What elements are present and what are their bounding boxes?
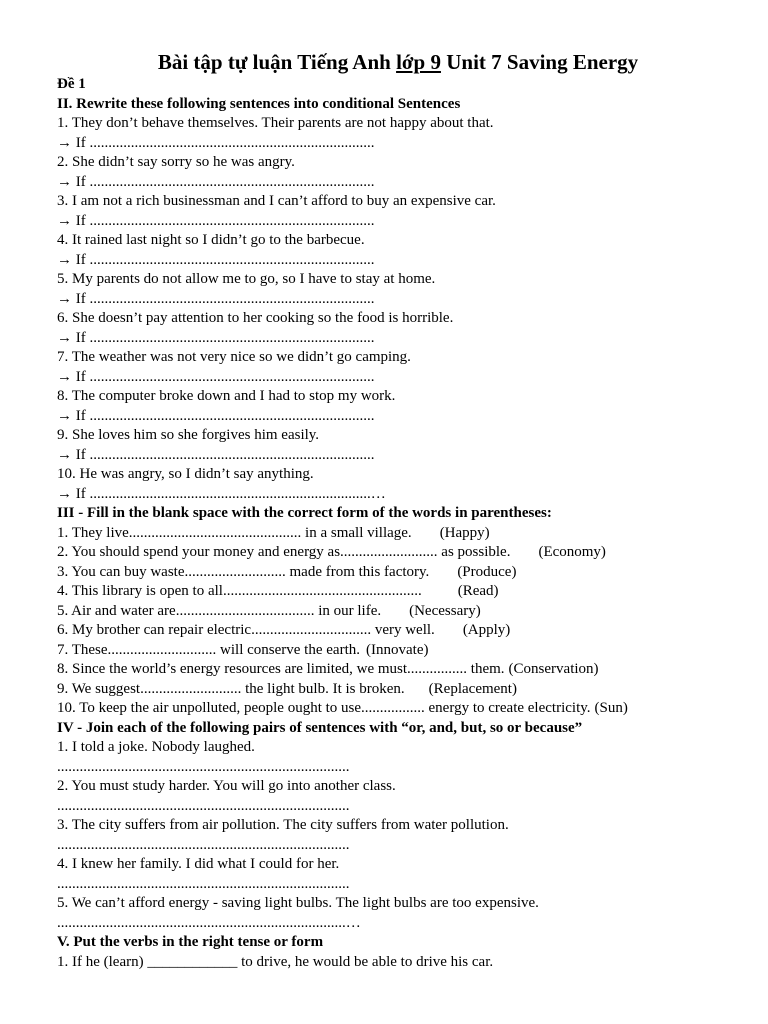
answer-line: → If ............................................................................ (57, 173, 375, 190)
title-start: Bài tập tự luận Tiếng Anh (157, 50, 397, 74)
answer-line: → If ............................................................................ (57, 329, 375, 346)
word-form-sentence: 9. We suggest........................... the light bulb. It is broken. (57, 680, 405, 697)
question: 3. I am not a rich businessman and I can’t afford to buy an expensive car. (57, 193, 496, 209)
question: 1. They don’t behave themselves. Their parents are not happy about that. (57, 115, 494, 131)
question: 4. I knew her family. I did what I could for her. (57, 856, 340, 872)
root-word: (Economy) (538, 544, 606, 560)
question: 3. The city suffers from air pollution. The city suffers from water pollution. (57, 817, 509, 833)
root-word: (Necessary) (409, 602, 481, 619)
answer-line: .............................................................................. (57, 875, 350, 892)
answer-line: → If ............................................................................ (57, 368, 375, 385)
question: 1. I told a joke. Nobody laughed. (57, 739, 255, 755)
answer-line: → If ............................................................................ (57, 446, 375, 463)
section-iv-heading: IV - Join each of the following pairs of sentences with “or, and, but, so or because” (57, 719, 583, 736)
question: 2. She didn’t say sorry so he was angry. (57, 154, 295, 170)
word-form-sentence: 4. This library is open to all..................................................... (57, 583, 422, 599)
word-form-item (57, 582, 747, 602)
word-form-item (57, 524, 747, 544)
answer-line: .............................................................................. (57, 758, 350, 775)
word-form-sentence: 10. To keep the air unpolluted, people ought to use................. energy to create electricity. (57, 700, 591, 716)
word-form-item (57, 543, 747, 563)
answer-line: → If ............................................................................ (57, 290, 375, 307)
root-word: (Read) (457, 583, 499, 599)
question: 5. We can’t afford energy - saving light bulbs. The light bulbs are too expensive. (57, 895, 539, 911)
word-form-item (57, 699, 747, 719)
answer-line: .............................................................................. (57, 797, 350, 814)
document-body (57, 75, 747, 972)
question: 9. She loves him so she forgives him easily. (57, 427, 320, 443)
answer-line: .............................................................................. (57, 836, 350, 853)
question: 7. The weather was not very nice so we didn’t go camping. (57, 349, 411, 365)
word-form-sentence: 8. Since the world’s energy resources are limited, we must................ them. (57, 661, 505, 677)
title-grade: lớp 9 (396, 50, 441, 74)
word-form-item (57, 680, 747, 700)
question: 8. The computer broke down and I had to stop my work. (57, 388, 396, 404)
word-form-item (57, 621, 747, 641)
question: 1. If he (learn) ____________ to drive, he would be able to drive his car. (57, 953, 494, 970)
root-word: (Happy) (439, 524, 490, 541)
word-form-sentence: 3. You can buy waste........................... made from this factory. (57, 563, 430, 580)
root-word: (Apply) (462, 622, 511, 638)
word-form-sentence: 7. These............................. will conserve the earth. (57, 641, 360, 658)
root-word: (Innovate) (366, 641, 429, 658)
root-word: (Produce) (457, 563, 517, 580)
root-word: (Replacement) (428, 680, 517, 697)
answer-line: → If ............................................................................ (57, 212, 375, 229)
question: 2. You must study harder. You will go into another class. (57, 778, 396, 794)
word-form-item (57, 563, 747, 583)
document-title (0, 48, 768, 76)
answer-line: → If ............................................................................ (57, 251, 375, 268)
section-ii-heading: II. Rewrite these following sentences into conditional Sentences (57, 95, 461, 112)
word-form-item (57, 660, 747, 680)
title-end: Unit 7 Saving Energy (440, 50, 639, 74)
root-word: (Sun) (594, 700, 628, 716)
question: 4. It rained last night so I didn’t go to the barbecue. (57, 232, 365, 248)
answer-line: .............................................................................… (57, 914, 361, 931)
answer-line: → If ............................................................................ (57, 134, 375, 151)
word-form-item (57, 602, 747, 622)
section-v-heading: V. Put the verbs in the right tense or form (57, 934, 324, 950)
section-iii-heading: III - Fill in the blank space with the correct form of the words in parentheses: (57, 505, 552, 521)
answer-line: → If ............................................................................ (57, 407, 375, 424)
word-form-sentence: 1. They live.............................................. in a small village. (57, 524, 412, 541)
question: 6. She doesn’t pay attention to her cooking so the food is horrible. (57, 310, 454, 326)
set-label: Đề 1 (57, 76, 86, 92)
question: 5. My parents do not allow me to go, so I have to stay at home. (57, 271, 436, 287)
answer-line: → If ...........................................................................… (57, 485, 386, 502)
root-word: (Conservation) (508, 661, 599, 677)
word-form-item (57, 641, 747, 661)
word-form-sentence: 6. My brother can repair electric................................ very well. (57, 622, 435, 638)
word-form-sentence: 2. You should spend your money and energy as.......................... as possible. (57, 544, 511, 560)
word-form-sentence: 5. Air and water are..................................... in our life. (57, 602, 382, 619)
question: 10. He was angry, so I didn’t say anything. (57, 466, 314, 482)
